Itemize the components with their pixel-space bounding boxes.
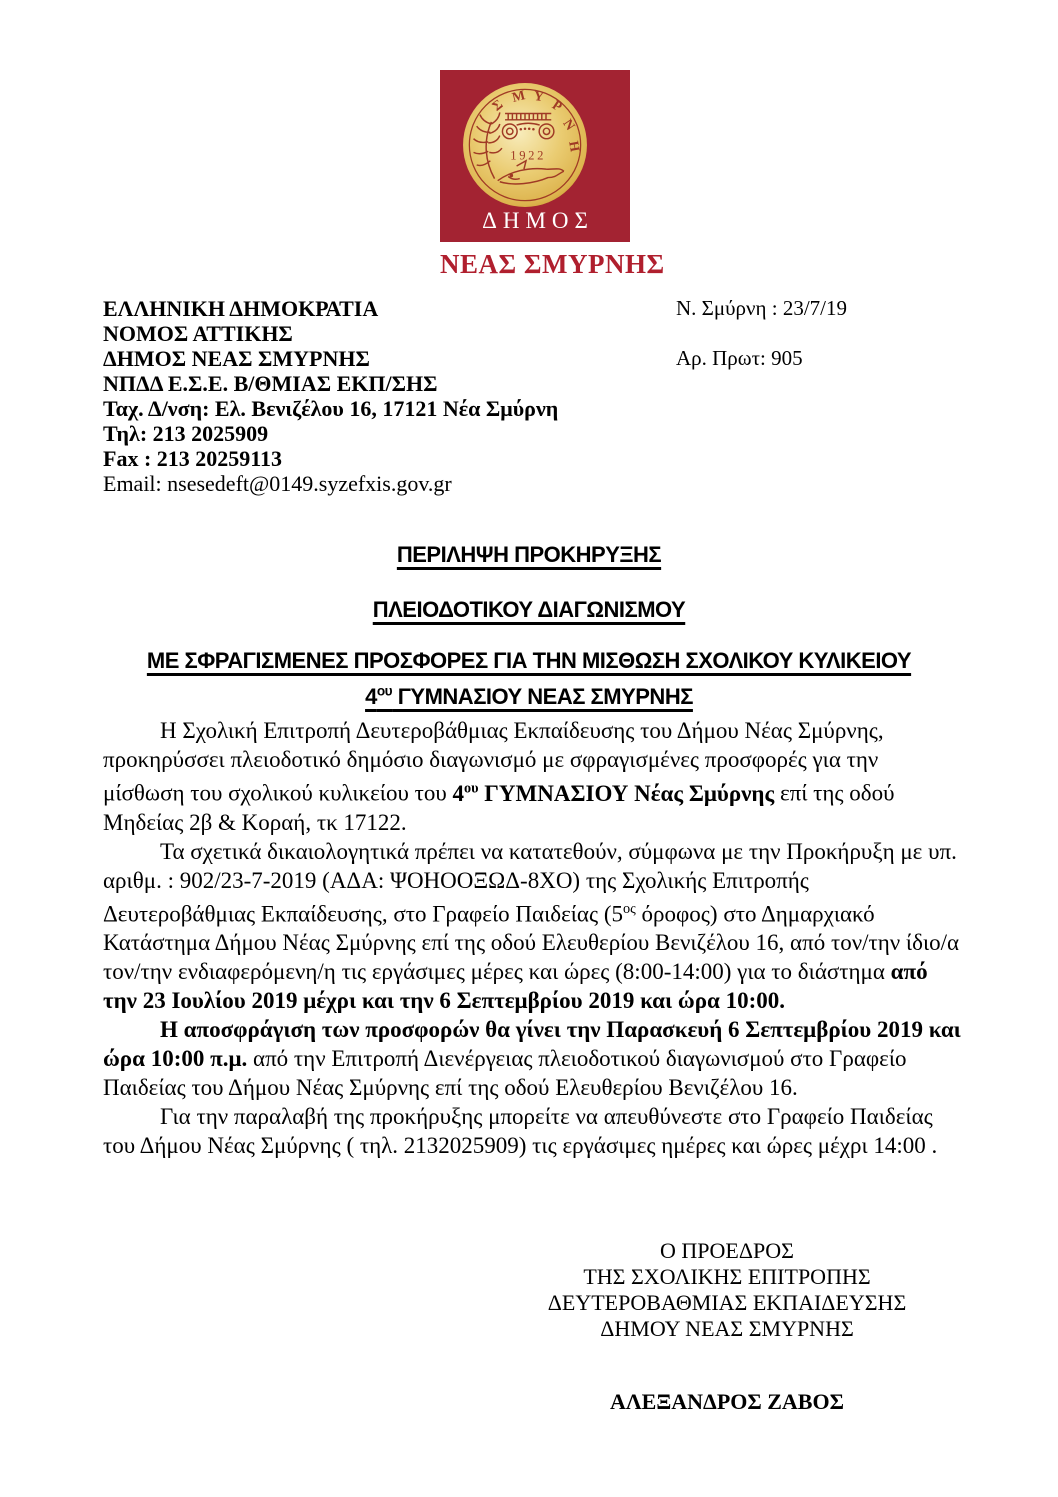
logo-municipality-name: ΝΕΑΣ ΣΜΥΡΝΗΣ <box>440 249 665 279</box>
sender-line-phone: Τηλ: 213 2025909 <box>103 421 269 446</box>
signatory-name: ΑΛΕΞΑΝΔΡΟΣ ΖΑΒΟΣ <box>610 1389 844 1414</box>
unsealing-date-bold: Η αποσφράγιση των προσφορών θα γίνει την Παρασκευή 6 Σεπτεμβρίου 2019 και ώρα 10:00 π.μ. <box>103 1017 961 1072</box>
submission-period-bold: από την 23 Ιουλίου 2019 μέχρι και την 6 Σεπτεμβρίου 2019 και ώρα 10:00. <box>103 959 928 1014</box>
school-name-bold: $4^{o\upsilon}$ ΓΥΜΝΑΣΙΟΥ Νέας Σμύρνης <box>452 780 775 806</box>
sender-line-country: ΕΛΛΗΝΙΚΗ ΔΗΜΟΚΡΑΤΙΑ <box>103 296 379 321</box>
paragraph-4: Για την παραλαβή της προκήρυξης μπορείτε να απευθύνεστε στο Γραφείο Παιδείας του Δήμου Νέας Σμύρνης ( τηλ. 2132025909) τις εργάσιμες ημέρες και ώρες μέχρι 14:00 . <box>103 1104 938 1159</box>
protocol-number-line: Αρ. Πρωτ: 905 <box>676 346 803 370</box>
svg-text:Ν: Ν <box>560 116 579 133</box>
document-title <box>0 540 1058 712</box>
smyrna-coin-emblem <box>462 82 588 208</box>
signature-education-line: ΔΕΥΤΕΡΟΒΑΘΜΙΑΣ ΕΚΠΑΙΔΕΥΣΗΣ <box>547 1290 907 1315</box>
title-line-2: ΠΛΕΙΟΔΟΤΙΚΟΥ ΔΙΑΓΩΝΙΣΜΟΥ <box>372 597 686 622</box>
title-line-3: ΜΕ ΣΦΡΑΓΙΣΜΕΝΕΣ ΠΡΟΣΦΟΡΕΣ ΓΙΑ ΤΗΝ ΜΙΣΘΩΣΗ ΣΧΟΛΙΚΟΥ ΚΥΛΙΚΕΙΟΥ <box>146 648 912 673</box>
svg-text:Σ: Σ <box>489 96 506 114</box>
signature-committee-line: ΤΗΣ ΣΧΟΛΙΚΗΣ ΕΠΙΤΡΟΠΗΣ <box>583 1264 871 1289</box>
sender-line-prefecture: ΝΟΜΟΣ ΑΤΤΙΚΗΣ <box>103 321 293 346</box>
title-line-1: ΠΕΡΙΛΗΨΗ ΠΡΟΚΗΡΥΞΗΣ <box>396 542 662 567</box>
logo-dimos-label: ΔΗΜΟΣ <box>482 208 594 233</box>
paragraph-1: Η Σχολική Επιτροπή Δευτεροβάθμιας Εκπαίδευσης του Δήμου Νέας Σμύρνης, προκηρύσσει πλειοδοτικό δημόσιο διαγωνισμό με σφραγισμένες προσφορές για την μίσθωση του σχολικού κυλικείου του $4^{o\upsilon}$ ΓΥΜΝΑΣΙΟΥ Νέας Σμύρνης επί της οδού Μηδείας 2β & Κοραή, τκ 17122. <box>103 718 895 835</box>
sender-line-municipality: ΔΗΜΟΣ ΝΕΑΣ ΣΜΥΡΝΗΣ <box>103 346 370 371</box>
signature-role-line: Ο ΠΡΟΕΔΡΟΣ <box>660 1238 794 1263</box>
body-text <box>103 716 961 1160</box>
municipality-logo <box>440 70 665 280</box>
paragraph-3: Η αποσφράγιση των προσφορών θα γίνει την Παρασκευή 6 Σεπτεμβρίου 2019 και ώρα 10:00 π.μ. από την Επιτροπή Διενέργειας πλειοδοτικού διαγωνισμού στο Γραφείο Παιδείας του Δήμου Νέας Σμύρνης επί της οδού Ελευθερίου Βενιζέλου 16. <box>103 1017 961 1101</box>
svg-text:Μ: Μ <box>510 87 527 105</box>
coin-year: 1922 <box>510 148 546 163</box>
ordinal-superscript: ου <box>464 780 479 796</box>
svg-text:Η: Η <box>566 139 583 153</box>
floor-superscript: ος <box>623 900 636 917</box>
svg-text:Ρ: Ρ <box>549 97 565 115</box>
paragraph-2: Τα σχετικά δικαιολογητικά πρέπει να κατατεθούν, σύμφωνα με την Προκήρυξη με υπ. αριθμ. : 902/23-7-2019 (ΑΔΑ: ΨΟΗΟΟΞΩΔ-8ΧΟ) της Σχολικής Επιτροπής Δευτεροβάθμιας Εκπαίδευσης, στο Γραφείο Παιδείας ($5^{o\varsigma}$ όροφος) στο Δημαρχιακό Κατάστημα Δήμου Νέας Σμύρνης επί της οδού Ελευθερίου Βενιζέλου 16, από τον/την ίδιο/α τον/την ενδιαφερόμενη/η τις εργάσιμες μέρες και ώρες (8:00-14:00) για το διάστημα από την 23 Ιουλίου 2019 μέχρι και την 6 Σεπτεμβρίου 2019 και ώρα 10:00. <box>103 838 960 1014</box>
sender-line-entity: ΝΠΔΔ Ε.Σ.Ε. Β/ΘΜΙΑΣ ΕΚΠ/ΣΗΣ <box>103 371 438 396</box>
title-line-4: $4^{o\upsilon}$ ΓΥΜΝΑΣΙΟΥ ΝΕΑΣ ΣΜΥΡΝΗΣ <box>365 684 693 710</box>
signature-municipality-line: ΔΗΜΟΥ ΝΕΑΣ ΣΜΥΡΝΗΣ <box>600 1316 854 1341</box>
sender-line-fax: Fax : 213 20259113 <box>103 446 283 471</box>
signature-block <box>482 1238 972 1415</box>
date-line: Ν. Σμύρνη : 23/7/19 <box>676 296 848 320</box>
sender-line-address: Ταχ. Δ/νση: Ελ. Βενιζέλου 16, 17121 Νέα Σμύρνη <box>103 396 559 421</box>
date-protocol-block <box>676 296 847 371</box>
sender-line-email: Email: nsesedeft@0149.syzefxis.gov.gr <box>103 471 452 496</box>
sender-block <box>103 296 558 496</box>
title-line-3-4 <box>0 645 1058 712</box>
ordinal-superscript: ου <box>376 684 393 699</box>
svg-text:Υ: Υ <box>532 87 545 105</box>
logo-square <box>440 70 630 242</box>
